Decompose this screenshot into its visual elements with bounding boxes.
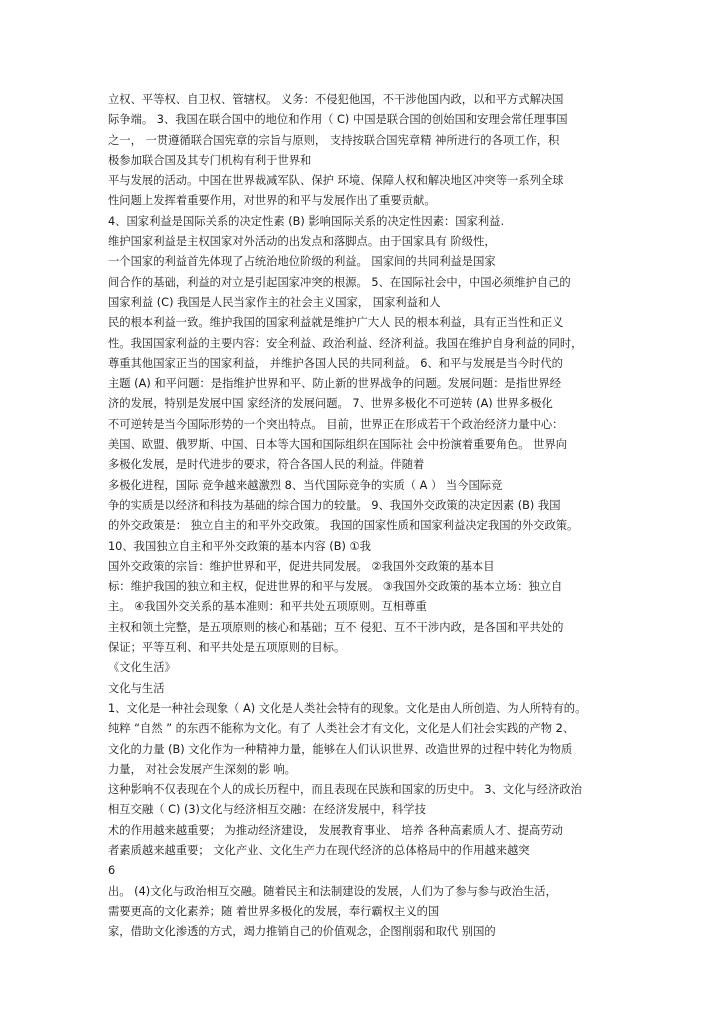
text-line: 的外交政策是： 独立自主的和平外交政策。 我国的国家性质和国家利益决定我国的外交政策。 bbox=[108, 519, 579, 533]
text-line: 力量， 对社会发展产生深刻的影 响。 bbox=[108, 762, 296, 776]
text-line: 主。 ④我国外交关系的基本准则：和平共处五项原则。互相尊重 bbox=[108, 600, 427, 614]
text-line: 际争端。 3、我国在联合国中的地位和作用（ C) 中国是联合国的创始国和安理会常任理事国 bbox=[108, 113, 568, 127]
text-line: 标：维护我国的独立和主权，促进世界的和平与发展。 ③我国外交政策的基本立场：独立自 bbox=[108, 580, 563, 594]
text-line: 《文化生活》 bbox=[108, 661, 176, 675]
text-line: 6 bbox=[108, 864, 116, 878]
text-line: 4、国家利益是国际关系的决定性素 (B) 影响国际关系的决定性因素：国家利益. bbox=[108, 214, 505, 228]
text-line: 之一， 一贯遵循联合国宪章的宗旨与原则， 支持按联合国宪章精 神所进行的各项工作，积 bbox=[108, 133, 560, 147]
text-line: 平与发展的活动。中国在世界裁减军队、保护 环境、保障人权和解决地区冲突等一系列全球 bbox=[108, 174, 564, 188]
text-line: 这种影响不仅表现在个人的成长历程中，而且表现在民族和国家的历史中。 3、文化与经济政治 bbox=[108, 783, 582, 797]
text-line: 不可逆转是当今国际形势的一个突出特点。 目前，世界正在形成若干个政治经济力量中心： bbox=[108, 417, 564, 431]
text-line: 10、我国独立自主和平外交政策的基本内容 (B) ①我 bbox=[108, 539, 371, 553]
text-line: 争的实质是以经济和科技为基础的综合国力的较量。 9、我国外交政策的决定因素 (B) 我国 bbox=[108, 498, 561, 512]
text-line: 文化的力量 (B) 文化作为一种精神力量，能够在人们认识世界、改造世界的过程中转化为物质 bbox=[108, 742, 573, 756]
text-line: 纯粹 “自然 ” 的东西不能称为文化。有了 人类社会才有文化，文化是人们社会实践的产物 2、 bbox=[108, 722, 575, 736]
text-line: 尊重其他国家正当的国家利益， 并维护各国人民的共同利益。 6、和平与发展是当今时代的 bbox=[108, 356, 563, 370]
text-line: 主题 (A) 和平问题：是指维护世界和平、防止新的世界战争的问题。发展问题：是指世界经 bbox=[108, 377, 562, 391]
text-line: 主权和领土完整，是五项原则的核心和基础；互不 侵犯、互不干涉内政，是各国和平共处的 bbox=[108, 620, 564, 634]
document-body bbox=[108, 90, 628, 942]
text-line: 间合作的基础，利益的对立是引起国家冲突的根源。 5、在国际社会中，中国必须维护自己的 bbox=[108, 275, 571, 289]
text-line: 国外交政策的宗旨：维护世界和平，促进共同发展。 ②我国外交政策的基本目 bbox=[108, 559, 495, 573]
text-line: 立权、平等权、自卫权、管辖权。 义务：不侵犯他国，不干涉他国内政，以和平方式解决国 bbox=[108, 93, 564, 106]
text-line: 维护国家利益是主权国家对外活动的出发点和落脚点。由于国家具有 阶级性， bbox=[108, 235, 496, 249]
text-line: 性问题上发挥着重要作用，对世界的和平与发展作出了重要贡献。 bbox=[108, 194, 436, 208]
text-line: 国家利益 (C) 我国是人民当家作主的社会主义国家， 国家利益和人 bbox=[108, 295, 441, 309]
text-line: 相互交融（ C) (3)文化与经济相互交融：在经济发展中，科学技 bbox=[108, 803, 426, 817]
text-line: 者素质越来越重要； 文化产业、文化生产力在现代经济的总体格局中的作用越来越突 bbox=[108, 843, 530, 857]
text-line: 保证；平等互利、和平共处是五项原则的目标。 bbox=[108, 641, 346, 655]
text-line: 1、文化是一种社会现象（ A) 文化是人类社会特有的现象。文化是由人所创造、为人所特有的。 bbox=[108, 701, 587, 715]
text-line: 家，借助文化渗透的方式，竭力推销自己的价值观念，企图削弱和取代 别国的 bbox=[108, 925, 496, 939]
text-line: 文化与生活 bbox=[108, 681, 165, 695]
text-line: 多极化进程，国际 竞争越来越激烈 8、当代国际竞争的实质（ A ） 当今国际竞 bbox=[108, 478, 503, 492]
text-line: 出。 (4)文化与政治相互交融。随着民主和法制建设的发展，人们为了参与参与政治生活， bbox=[108, 884, 557, 898]
text-line: 美国、欧盟、俄罗斯、中国、日本等大国和国际组织在国际社 会中扮演着重要角色。 世界向 bbox=[108, 438, 568, 452]
text-line: 多极化发展，是时代进步的要求，符合各国人民的利益。伴随着 bbox=[108, 458, 425, 472]
text-line: 民的根本利益一致。维护我国的国家利益就是维护广大人 民的根本利益，具有正当性和正义 bbox=[108, 316, 564, 330]
text-line: 济的发展，特别是发展中国 家经济的发展问题。 7、世界多极化不可逆转 (A) 世界多极化 bbox=[108, 397, 553, 411]
text-line: 一个国家的利益首先体现了占统治地位阶级的利益。 国家间的共同利益是国家 bbox=[108, 255, 496, 269]
text-line: 极参加联合国及其专门机构有利于世界和 bbox=[108, 153, 312, 167]
text-line: 性。我国国家利益的主要内容：安全利益、政治利益、经济利益。我国在维护自身利益的同时， bbox=[108, 336, 583, 350]
text-line: 需要更高的文化素养；随 着世界多极化的发展，奉行霸权主义的国 bbox=[108, 904, 440, 918]
text-line: 术的作用越来越重要； 为推动经济建设， 发展教育事业、 培养 各种高素质人才、提高劳动 bbox=[108, 823, 563, 837]
